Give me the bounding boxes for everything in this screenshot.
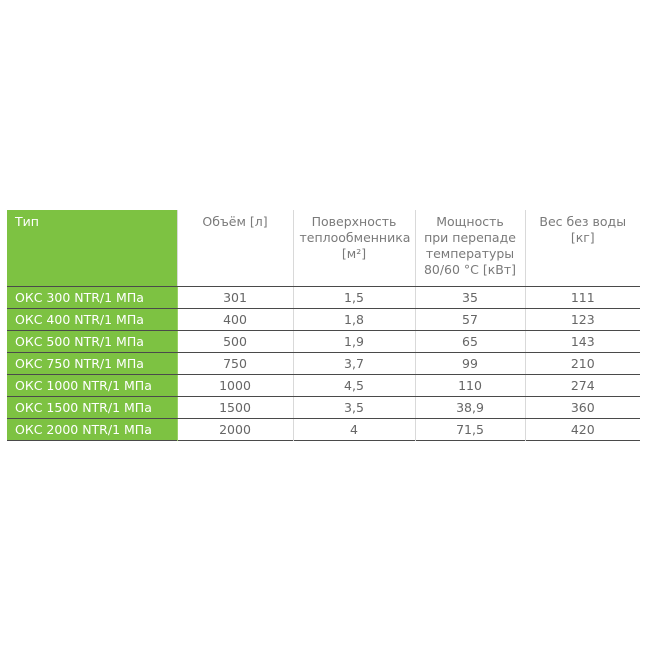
table-header-row xyxy=(7,210,640,287)
cell-type: ОКС 400 NTR/1 МПа xyxy=(7,309,177,331)
cell-surface: 1,5 xyxy=(293,287,415,309)
cell-type: ОКС 300 NTR/1 МПа xyxy=(7,287,177,309)
table-row xyxy=(7,419,640,441)
table-row xyxy=(7,287,640,309)
cell-power: 57 xyxy=(415,309,525,331)
cell-type: ОКС 1000 NTR/1 МПа xyxy=(7,375,177,397)
cell-type: ОКС 2000 NTR/1 МПа xyxy=(7,419,177,441)
cell-volume: 1500 xyxy=(177,397,293,419)
cell-type: ОКС 1500 NTR/1 МПа xyxy=(7,397,177,419)
cell-volume: 301 xyxy=(177,287,293,309)
cell-power: 65 xyxy=(415,331,525,353)
header-volume xyxy=(177,210,293,287)
cell-volume: 1000 xyxy=(177,375,293,397)
header-power-line3: температуры xyxy=(425,246,515,261)
cell-type: ОКС 500 NTR/1 МПа xyxy=(7,331,177,353)
cell-surface: 3,5 xyxy=(293,397,415,419)
cell-surface: 4,5 xyxy=(293,375,415,397)
cell-weight: 420 xyxy=(570,422,595,437)
header-type-label: Тип xyxy=(15,214,39,229)
cell-weight: 111 xyxy=(525,287,640,309)
header-power xyxy=(415,210,525,287)
table-row xyxy=(7,397,640,419)
header-volume-label: Объём [л] xyxy=(202,214,268,229)
header-weight-label: Вес без воды [кг] xyxy=(539,214,627,245)
header-type xyxy=(7,210,177,287)
cell-type: ОКС 750 NTR/1 МПа xyxy=(7,353,177,375)
cell-surface: 1,9 xyxy=(293,331,415,353)
header-surface xyxy=(293,210,415,287)
header-power-line2: при перепаде xyxy=(424,230,516,245)
cell-power: 71,5 xyxy=(415,419,525,441)
cell-surface: 1,8 xyxy=(293,309,415,331)
table-row xyxy=(7,375,640,397)
cell-volume: 2000 xyxy=(177,419,293,441)
header-power-line4: 80/60 °С [кВт] xyxy=(423,262,517,277)
cell-weight: 360 xyxy=(525,397,640,419)
header-surface-line1: Поверхность xyxy=(311,214,397,229)
header-surface-line3: [м²] xyxy=(341,246,367,261)
cell-weight: 210 xyxy=(525,353,640,375)
specifications-table xyxy=(7,210,640,441)
cell-weight: 143 xyxy=(525,331,640,353)
cell-power: 38,9 xyxy=(415,397,525,419)
cell-volume: 500 xyxy=(177,331,293,353)
table-row xyxy=(7,353,640,375)
table-row xyxy=(7,331,640,353)
cell-weight: 123 xyxy=(525,309,640,331)
header-weight xyxy=(525,210,640,287)
cell-surface: 3,7 xyxy=(293,353,415,375)
cell-weight: 274 xyxy=(525,375,640,397)
table-row xyxy=(7,309,640,331)
cell-power: 99 xyxy=(415,353,525,375)
cell-power: 35 xyxy=(415,287,525,309)
cell-surface: 4 xyxy=(293,419,415,441)
header-power-line1: Мощность xyxy=(436,214,504,229)
cell-volume: 750 xyxy=(177,353,293,375)
cell-volume: 400 xyxy=(177,309,293,331)
cell-power: 110 xyxy=(415,375,525,397)
header-surface-line2: теплообменника xyxy=(299,230,411,245)
